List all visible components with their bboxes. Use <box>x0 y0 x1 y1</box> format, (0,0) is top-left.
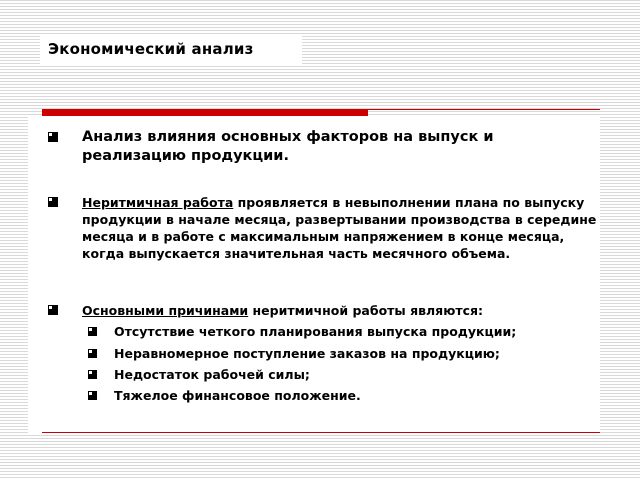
sub-bullet-text: Тяжелое финансовое положение. <box>114 388 361 403</box>
slide-title: Экономический анализ <box>48 40 254 58</box>
square-bullet-icon <box>88 349 97 358</box>
bullet-text <box>82 302 602 319</box>
square-bullet-icon <box>48 305 58 315</box>
square-bullet-icon <box>48 197 58 207</box>
bullet-term: Основными причинами <box>82 303 249 318</box>
bullet-body: неритмичной работы являются: <box>248 303 484 318</box>
bullet-text <box>82 194 602 262</box>
square-bullet-icon <box>88 391 97 400</box>
bullet-body: проявляется в невыполнении плана по выпуску продукции в начале месяца, развертывании производства в середине месяца и в работе с максимальным напряжением в конце месяца, когда выпускается значительная часть месячного объема. <box>82 195 597 261</box>
square-bullet-icon <box>48 132 58 142</box>
bullet-text: Анализ влияния основных факторов на выпуск и реализацию продукции. <box>82 129 494 164</box>
sub-bullet-text: Отсутствие четкого планирования выпуска продукции; <box>114 324 517 339</box>
square-bullet-icon <box>88 327 97 336</box>
title-accent-bar <box>42 110 368 116</box>
sub-bullet-text: Неравномерное поступление заказов на продукцию; <box>114 346 500 361</box>
square-bullet-icon <box>88 370 97 379</box>
bullet-term: Неритмичная работа <box>82 195 234 210</box>
bottom-divider-line <box>42 432 600 433</box>
sub-bullet-text: Недостаток рабочей силы; <box>114 367 310 382</box>
